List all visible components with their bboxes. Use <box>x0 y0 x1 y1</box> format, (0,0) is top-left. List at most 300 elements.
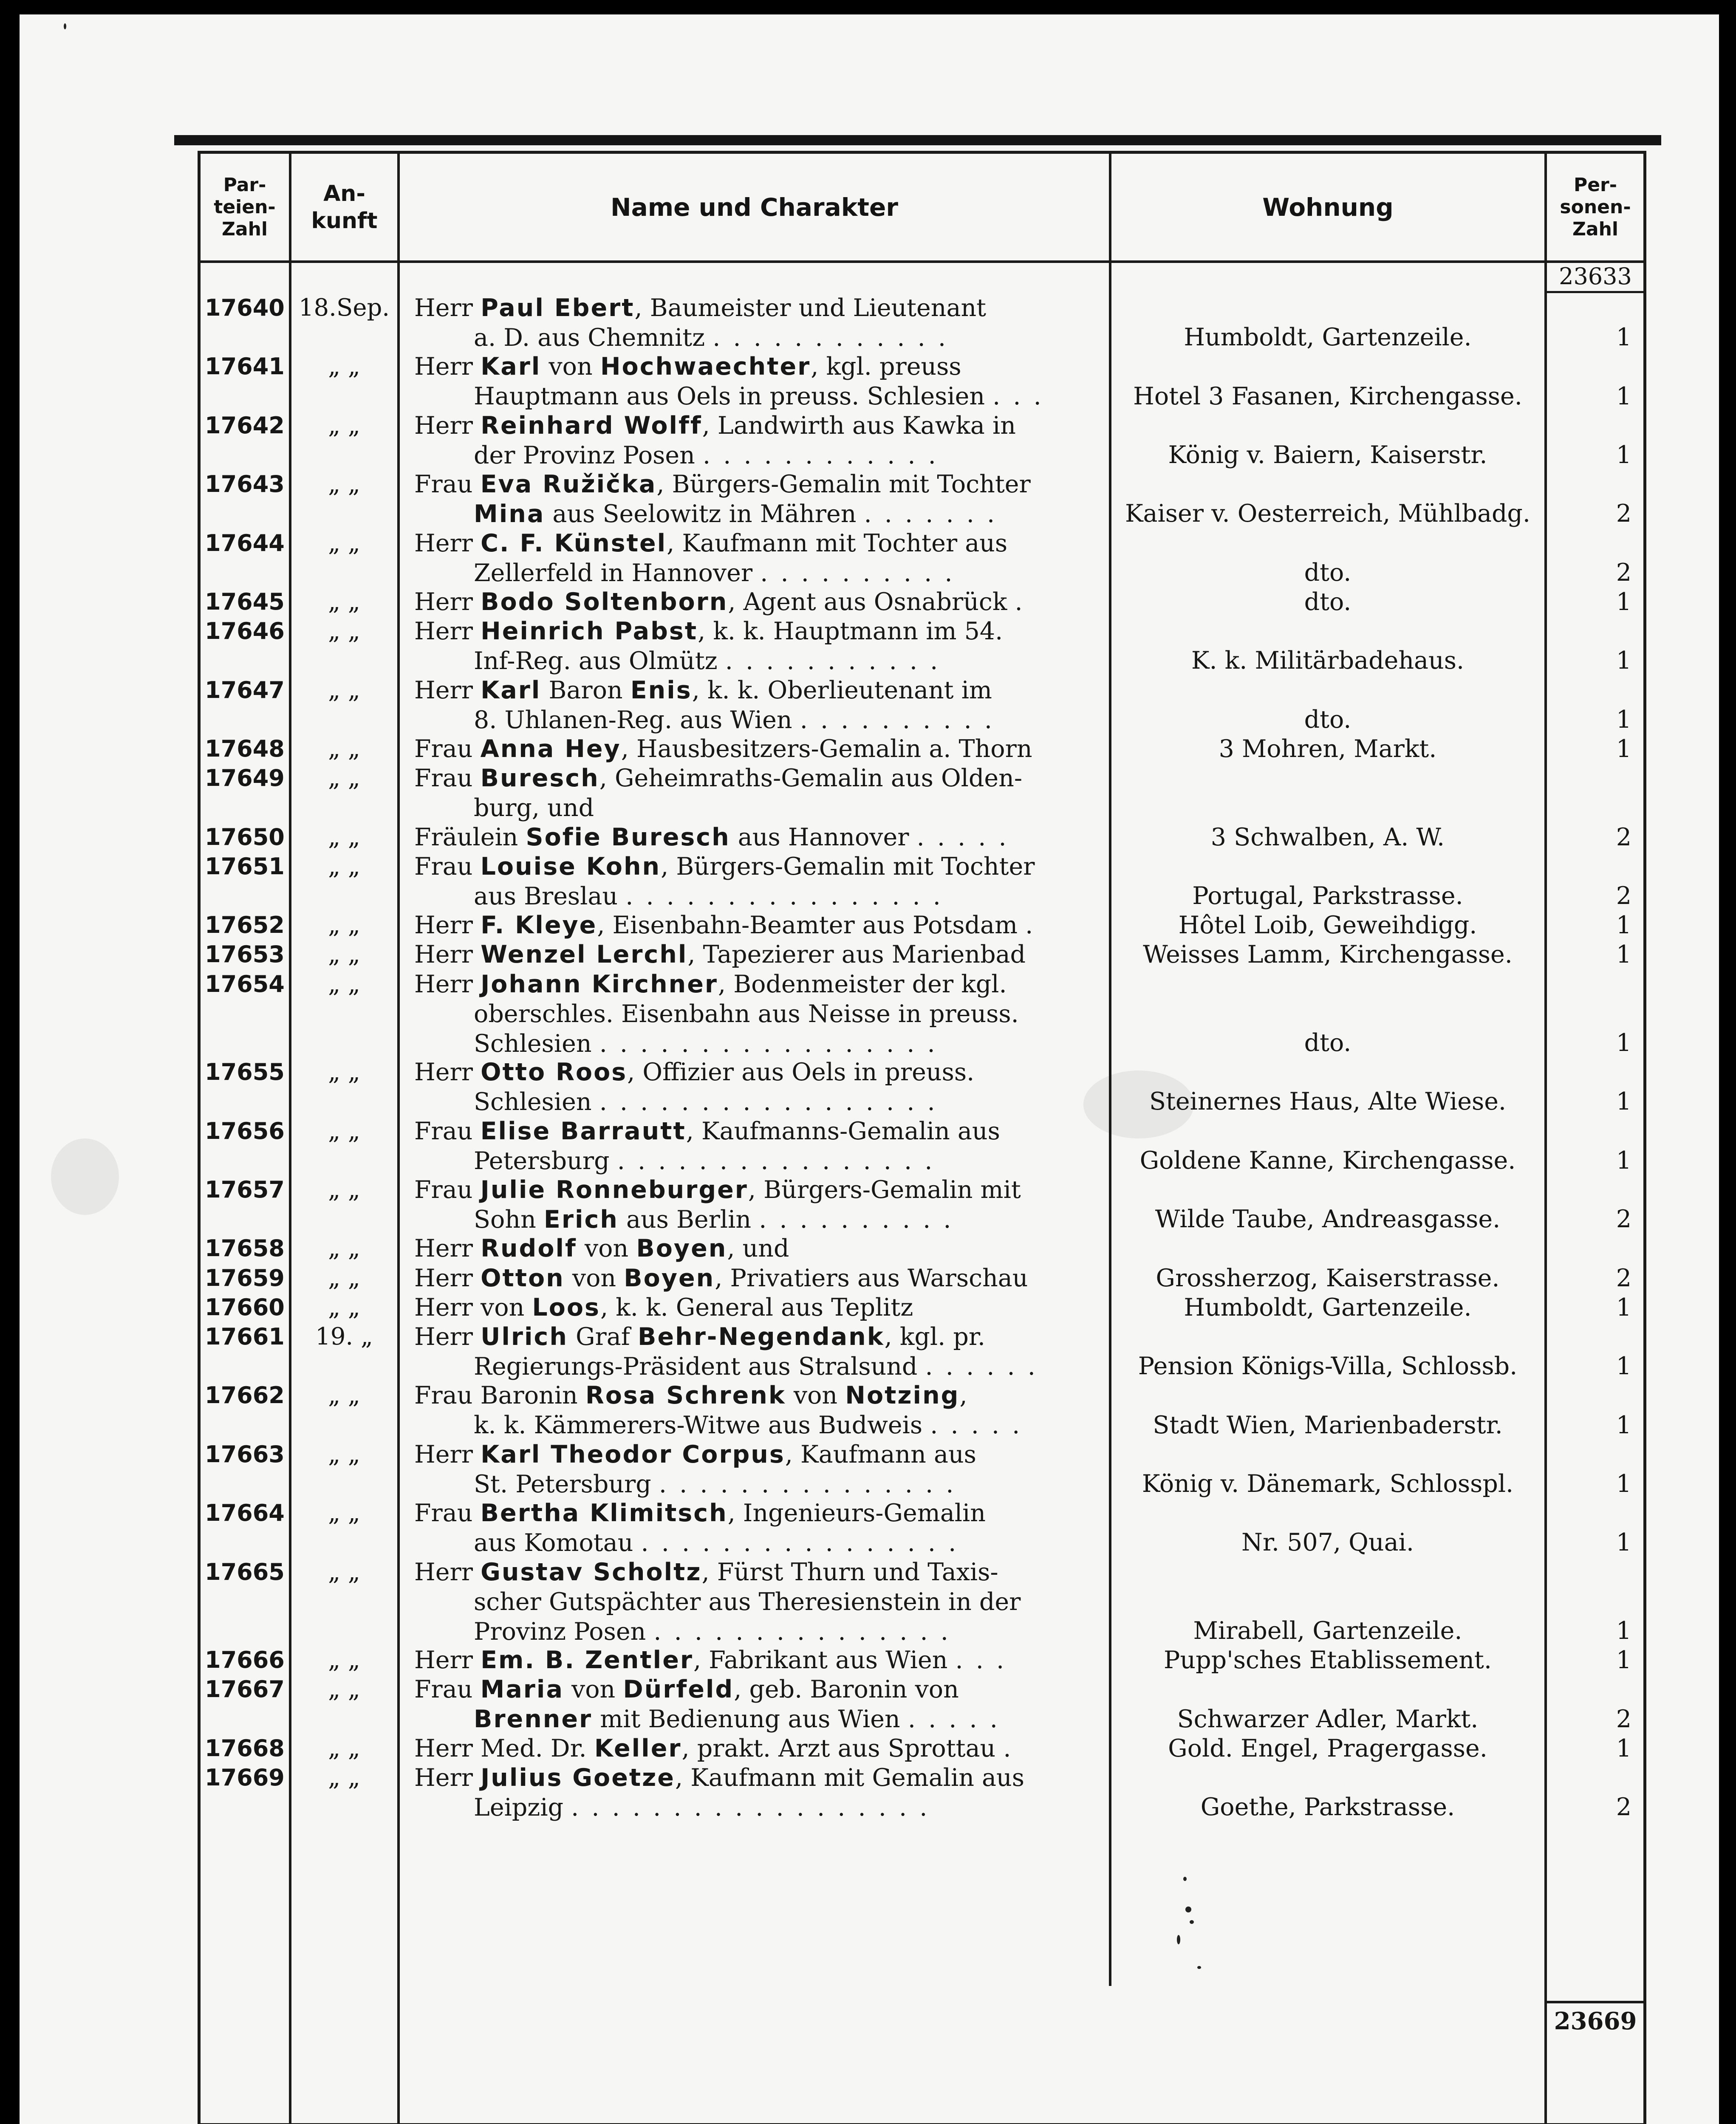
entry-text: burg, und <box>474 794 594 822</box>
guest-name: Anna Hey <box>480 735 621 763</box>
entry-text: von <box>541 353 600 381</box>
arrival-date: „ „ <box>328 1734 360 1762</box>
leader-dots: . . . . . . . . . . . . . . . <box>653 1617 951 1646</box>
table-row <box>0 852 1736 910</box>
leader-dots: . . . . . <box>916 823 1009 851</box>
entry-text: , Bodenmeister der kgl. <box>718 970 1007 998</box>
entry-line <box>414 352 1107 381</box>
arrival-date: „ „ <box>328 676 360 704</box>
name-and-character <box>414 352 1107 411</box>
residence: Mirabell, Gartenzeile. <box>1193 1616 1462 1645</box>
residence: Hôtel Loib, Geweihdigg. <box>1178 911 1477 940</box>
persons-count: 1 <box>1616 1469 1631 1498</box>
entry-text: Herr <box>414 1234 481 1263</box>
guest-name: Elise Barrautt <box>480 1117 686 1145</box>
guest-name: Karl Theodor Corpus <box>481 1440 785 1469</box>
persons-count: 1 <box>1616 647 1631 675</box>
entry-text: , Agent aus Osnabrück <box>728 588 1015 616</box>
entry-text: Herr <box>414 1646 481 1675</box>
entry-text: 8. Uhlanen-Reg. aus Wien <box>474 706 800 734</box>
guest-name: Loos <box>532 1293 600 1322</box>
persons-count: 2 <box>1616 500 1631 528</box>
arrival-date: „ „ <box>328 617 360 645</box>
entry-text: Frau <box>414 1117 481 1145</box>
table-row <box>0 1234 1736 1263</box>
persons-count: 1 <box>1616 1646 1631 1675</box>
table-row <box>0 1440 1736 1498</box>
party-number: 17649 <box>205 765 285 792</box>
name-and-character <box>414 675 1107 735</box>
header-party-number: Par- teien- Zahl <box>214 174 276 240</box>
entry-line <box>414 852 1107 881</box>
entry-line <box>414 1205 1107 1234</box>
arrival-date: „ „ <box>328 1675 360 1703</box>
table-row <box>0 675 1736 734</box>
name-and-character <box>414 1322 1107 1381</box>
table-row <box>0 1675 1736 1733</box>
party-number: 17642 <box>205 412 285 439</box>
arrival-date: „ „ <box>328 1117 360 1145</box>
guest-name: Hochwaechter <box>600 353 811 381</box>
entry-text: , k. k. Hauptmann im 54. <box>698 617 1003 646</box>
table-row <box>0 1322 1736 1381</box>
name-and-character <box>414 852 1107 911</box>
entry-text: Frau <box>414 1675 481 1704</box>
party-number: 17664 <box>205 1500 285 1527</box>
name-and-character <box>414 763 1107 823</box>
party-number: 17663 <box>205 1440 285 1468</box>
guest-name: Otto Roos <box>481 1058 628 1087</box>
table-row <box>0 587 1736 616</box>
name-and-character <box>414 734 1107 764</box>
name-and-character <box>414 469 1107 529</box>
entry-text: , Kaufmann aus <box>785 1440 976 1469</box>
entry-text: Regierungs-Präsident aus Stralsund <box>474 1353 925 1381</box>
persons-count: 1 <box>1616 1616 1631 1645</box>
entry-text: Provinz Posen <box>474 1617 654 1646</box>
entry-line <box>414 1352 1107 1381</box>
arrival-date: „ „ <box>328 1058 360 1086</box>
persons-count: 2 <box>1616 1264 1631 1292</box>
entry-line <box>414 675 1107 705</box>
entry-text: oberschles. Eisenbahn aus Neisse in preuss. <box>474 1000 1019 1028</box>
guest-name: Brenner <box>474 1705 593 1734</box>
residence: Stadt Wien, Marienbaderstr. <box>1153 1411 1503 1439</box>
persons-count: 1 <box>1616 1087 1631 1116</box>
entry-line <box>414 1587 1107 1617</box>
entry-text: Herr Med. Dr. <box>414 1734 594 1762</box>
entry-line <box>414 1263 1107 1293</box>
header-residence: Wohnung <box>1262 193 1394 222</box>
table-row <box>0 1498 1736 1557</box>
entry-line <box>414 411 1107 441</box>
entry-text: , Bürgers-Gemalin mit Tochter <box>661 852 1035 881</box>
guest-name: Em. B. Zentler <box>481 1646 693 1675</box>
entry-text: Schlesien <box>474 1088 599 1116</box>
persons-count: 1 <box>1616 1146 1631 1175</box>
name-and-character <box>414 1498 1107 1558</box>
entry-text: , Kaufmann mit Gemalin aus <box>675 1764 1024 1792</box>
name-and-character <box>414 1263 1107 1293</box>
party-number: 17665 <box>205 1558 285 1585</box>
leader-dots: . . . . . . . . . . . . . . . . <box>617 1147 935 1175</box>
name-and-character <box>414 1116 1107 1176</box>
party-number: 17661 <box>205 1323 285 1350</box>
entry-text: , Offizier aus Oels in preuss. <box>627 1058 975 1087</box>
residence: Humboldt, Gartenzeile. <box>1184 1293 1472 1322</box>
guest-name: Heinrich Pabst <box>481 617 698 646</box>
persons-count: 1 <box>1616 1028 1631 1057</box>
entry-text: Herr <box>414 970 481 998</box>
guest-name: Bodo Soltenborn <box>481 588 728 616</box>
leader-dots: . . . . . . . . . . . . . . . . <box>641 1529 959 1557</box>
table-row <box>0 528 1736 587</box>
guest-name: Johann Kirchner <box>481 970 718 998</box>
guest-name: Mina <box>474 500 545 528</box>
table-row <box>0 1557 1736 1646</box>
entry-text: , Eisenbahn-Beamter aus Potsdam <box>597 911 1026 940</box>
entry-text: , kgl. preuss <box>811 353 961 381</box>
leader-dots: . . . <box>955 1646 1007 1675</box>
table-row <box>0 293 1736 352</box>
entry-text: a. D. aus Chemnitz <box>474 324 713 352</box>
entry-text: Frau <box>414 764 481 793</box>
persons-count: 2 <box>1616 558 1631 587</box>
guest-name: Boyen <box>624 1264 715 1292</box>
persons-count: 1 <box>1616 1411 1631 1439</box>
entry-text: k. k. Kämmerers-Witwe aus Budweis <box>474 1411 930 1440</box>
arrival-date: „ „ <box>328 588 360 616</box>
entry-line <box>414 1057 1107 1087</box>
header-persons: Per- sonen- Zahl <box>1560 174 1631 240</box>
entry-line <box>414 1029 1107 1059</box>
entry-line <box>414 1528 1107 1558</box>
party-number: 17653 <box>205 941 285 968</box>
persons-count: 1 <box>1616 1528 1631 1557</box>
entry-text: Inf-Reg. aus Olmütz <box>474 647 725 675</box>
table-row <box>0 1293 1736 1322</box>
persons-count: 1 <box>1616 1352 1631 1381</box>
entry-line <box>414 793 1107 823</box>
entry-line <box>414 734 1107 764</box>
entry-line <box>414 587 1107 617</box>
leader-dots: . . . . . <box>930 1411 1023 1440</box>
table-row <box>0 940 1736 969</box>
leader-dots: . . . . . . . . . . . . <box>712 324 949 352</box>
arrival-date: „ „ <box>328 941 360 969</box>
guest-name: Enis <box>630 676 692 704</box>
entry-text: Herr <box>414 941 481 969</box>
entry-line <box>414 616 1107 646</box>
residence: Grossherzog, Kaiserstrasse. <box>1156 1264 1500 1292</box>
leader-dots: . . . . . . . . . . . . <box>702 441 939 469</box>
guest-name: Gustav Scholtz <box>481 1558 702 1586</box>
header-arrival: An- kunft <box>311 181 378 234</box>
entry-text: , Bürgers-Gemalin mit Tochter <box>656 470 1031 499</box>
entry-line <box>414 323 1107 353</box>
name-and-character <box>414 1293 1107 1322</box>
entry-text: , k. k. General aus Teplitz <box>600 1293 913 1322</box>
leader-dots: . . . . . . . . . . . . . . . . . . <box>571 1794 930 1822</box>
leader-dots: . . . . . . . . . . . . . . . <box>659 1470 956 1498</box>
entry-line <box>414 558 1107 588</box>
entry-text: , Hausbesitzers-Gemalin a. Thorn <box>621 735 1032 763</box>
party-number: 17648 <box>205 735 285 762</box>
persons-count: 2 <box>1616 1705 1631 1733</box>
leader-dots: . . . . . . . . . . . . . . . . . <box>599 1029 938 1058</box>
entry-line <box>414 763 1107 793</box>
entry-text: Herr <box>414 529 481 557</box>
persons-count: 2 <box>1616 823 1631 851</box>
arrival-date: „ „ <box>328 1176 360 1203</box>
guest-name: Maria <box>480 1675 564 1704</box>
name-and-character <box>414 1175 1107 1234</box>
arrival-date: „ „ <box>328 764 360 792</box>
entry-text: von <box>563 1675 623 1704</box>
entry-line <box>414 1175 1107 1205</box>
residence: dto. <box>1304 705 1351 734</box>
header-rule <box>198 260 1646 263</box>
arrival-date: „ „ <box>328 911 360 939</box>
guest-name: Behr-Negendank <box>638 1323 885 1351</box>
entry-text: Zellerfeld in Hannover <box>474 559 761 587</box>
entry-text: von <box>564 1264 624 1292</box>
arrival-date: „ „ <box>328 1646 360 1674</box>
entry-text: Fräulein <box>414 823 526 851</box>
party-number: 17667 <box>205 1676 285 1703</box>
party-number: 17656 <box>205 1117 285 1144</box>
entry-line <box>414 705 1107 735</box>
guest-name: Julius Goetze <box>481 1764 675 1792</box>
name-and-character <box>414 940 1107 969</box>
residence: dto. <box>1304 558 1351 587</box>
entry-text: der Provinz Posen <box>474 441 703 469</box>
persons-count: 1 <box>1616 911 1631 940</box>
table-row <box>0 1763 1736 1822</box>
leader-dots: . <box>1025 911 1036 940</box>
entry-text: Frau <box>414 470 481 499</box>
entry-text: Frau <box>414 1176 481 1204</box>
entry-text: aus Komotau <box>474 1529 641 1557</box>
entry-text: , kgl. pr. <box>884 1323 985 1351</box>
party-number: 17645 <box>205 588 285 615</box>
name-and-character <box>414 1557 1107 1647</box>
table-row <box>0 352 1736 410</box>
entry-line <box>414 910 1107 940</box>
entry-text: , <box>959 1381 967 1410</box>
header-name-character: Name und Charakter <box>611 193 898 222</box>
entry-line <box>414 646 1107 676</box>
arrival-date: „ „ <box>328 353 360 381</box>
persons-count: 2 <box>1616 1793 1631 1822</box>
name-and-character <box>414 293 1107 353</box>
residence: Pension Königs-Villa, Schlossb. <box>1138 1352 1518 1381</box>
table-row <box>0 1175 1736 1234</box>
party-number: 17657 <box>205 1176 285 1203</box>
entry-line <box>414 499 1107 529</box>
entry-text: Petersburg <box>474 1147 617 1175</box>
entry-text: , Bürgers-Gemalin mit <box>748 1176 1021 1204</box>
entry-text: , und <box>727 1234 789 1263</box>
residence: Humboldt, Gartenzeile. <box>1184 323 1472 352</box>
arrival-date: „ „ <box>328 1293 360 1321</box>
table-row <box>0 411 1736 469</box>
entry-text: aus Seelowitz in Mähren <box>545 500 864 528</box>
name-and-character <box>414 1057 1107 1117</box>
entry-line <box>414 1617 1107 1647</box>
entry-text: aus Hannover <box>730 823 917 851</box>
leader-dots: . . . . . . . . . . <box>800 706 995 734</box>
entry-text: Herr <box>414 617 481 646</box>
entry-text: Herr <box>414 1323 481 1351</box>
guest-name: Bertha Klimitsch <box>480 1499 728 1528</box>
arrival-date: 18.Sep. <box>298 294 390 322</box>
persons-count: 1 <box>1616 588 1631 616</box>
residence: 3 Schwalben, A. W. <box>1210 823 1445 851</box>
leader-dots: . . . . . . . . . . . . . . . . <box>625 882 943 910</box>
table-row <box>0 1116 1736 1175</box>
party-number: 17641 <box>205 353 285 380</box>
entry-line <box>414 1793 1107 1822</box>
party-number: 17658 <box>205 1235 285 1262</box>
name-and-character <box>414 587 1107 617</box>
residence: Wilde Taube, Andreasgasse. <box>1155 1205 1501 1234</box>
leader-dots: . . . . . . <box>925 1353 1038 1381</box>
arrival-date: „ „ <box>328 529 360 557</box>
name-and-character <box>414 528 1107 588</box>
leader-dots: . . . . . <box>908 1705 1000 1734</box>
entry-text: Schlesien <box>474 1029 599 1058</box>
entry-text: Herr <box>414 911 481 940</box>
entry-text: Herr <box>414 676 481 704</box>
leader-dots: . <box>1015 588 1025 616</box>
entry-line <box>414 1087 1107 1117</box>
entry-text: Hauptmann aus Oels in preuss. Schlesien <box>474 382 993 411</box>
name-and-character <box>414 616 1107 676</box>
entry-line <box>414 1734 1107 1763</box>
guest-name: Rosa Schrenk <box>585 1381 786 1410</box>
persons-count: 1 <box>1616 735 1631 763</box>
table-row <box>0 910 1736 940</box>
entry-line <box>414 1704 1107 1734</box>
entry-text: , Fürst Thurn und Taxis- <box>701 1558 998 1586</box>
party-number: 17669 <box>205 1764 285 1791</box>
name-and-character <box>414 1234 1107 1263</box>
guest-name: Eva Ružička <box>480 470 657 499</box>
entry-text: Frau <box>414 852 481 881</box>
table-row <box>0 1645 1736 1675</box>
leader-dots: . . . . . . . <box>864 500 998 528</box>
name-and-character <box>414 411 1107 470</box>
entry-text: mit Bedienung aus Wien <box>592 1705 908 1734</box>
arrival-date: „ „ <box>328 1264 360 1292</box>
table-row <box>0 1263 1736 1293</box>
residence: Goldene Kanne, Kirchengasse. <box>1139 1146 1516 1175</box>
leader-dots: . . . . . . . . . . . . . . . . . <box>599 1088 938 1116</box>
guest-name: Rudolf <box>481 1234 577 1263</box>
carried-total: 23633 <box>1547 263 1644 293</box>
leader-dots: . . . . . . . . . . . <box>725 647 941 675</box>
arrival-date: „ „ <box>328 411 360 439</box>
leader-dots: . . . <box>992 382 1044 411</box>
entry-line <box>414 441 1107 470</box>
party-number: 17650 <box>205 823 285 850</box>
party-number: 17655 <box>205 1059 285 1086</box>
entry-text: Frau <box>414 1499 481 1528</box>
persons-count: 1 <box>1616 382 1631 410</box>
entry-text: aus Breslau <box>474 882 626 910</box>
party-number: 17659 <box>205 1264 285 1291</box>
residence: K. k. Militärbadehaus. <box>1191 647 1465 675</box>
entry-text: , Fabrikant aus Wien <box>693 1646 956 1675</box>
residence: König v. Baiern, Kaiserstr. <box>1168 441 1487 469</box>
entry-line <box>414 293 1107 323</box>
top-rule <box>174 135 1661 145</box>
entry-text: Herr <box>414 1558 481 1586</box>
entry-text: Herr <box>414 1440 481 1469</box>
table-row <box>0 469 1736 528</box>
persons-count: 1 <box>1616 1293 1631 1322</box>
entry-line <box>414 1645 1107 1675</box>
entry-line <box>414 1557 1107 1587</box>
name-and-character <box>414 822 1107 852</box>
residence: Gold. Engel, Pragergasse. <box>1168 1734 1487 1762</box>
name-and-character <box>414 1381 1107 1440</box>
residence: Pupp'sches Etablissement. <box>1164 1646 1492 1675</box>
guest-name: Ulrich <box>481 1323 568 1351</box>
entry-text: , geb. Baronin von <box>734 1675 959 1704</box>
arrival-date: „ „ <box>328 1381 360 1409</box>
party-number: 17643 <box>205 471 285 498</box>
entry-text: Baron <box>541 676 631 704</box>
table-row <box>0 969 1736 1058</box>
leader-dots: . . . . . . . . . . <box>759 1206 954 1234</box>
party-number: 17654 <box>205 970 285 997</box>
guest-name: Keller <box>594 1734 682 1762</box>
entry-text: Frau <box>414 735 481 763</box>
entry-line <box>414 528 1107 558</box>
entry-text: , Ingenieurs-Gemalin <box>727 1499 986 1528</box>
residence: Steinernes Haus, Alte Wiese. <box>1149 1087 1507 1116</box>
name-and-character <box>414 1440 1107 1499</box>
persons-count: 2 <box>1616 881 1631 910</box>
entry-text: Herr <box>414 353 481 381</box>
persons-count: 1 <box>1616 441 1631 469</box>
entry-text: , Landwirth aus Kawka in <box>702 411 1016 440</box>
party-number: 17644 <box>205 529 285 556</box>
table-row <box>0 1381 1736 1439</box>
entry-line <box>414 381 1107 411</box>
name-and-character <box>414 1734 1107 1763</box>
residence: Portugal, Parkstrasse. <box>1192 881 1463 910</box>
entry-text: Herr von <box>414 1293 532 1322</box>
arrival-date: „ „ <box>328 1499 360 1527</box>
residence: Nr. 507, Quai. <box>1241 1528 1414 1557</box>
entry-text: , Geheimraths-Gemalin aus Olden- <box>599 764 1023 793</box>
entry-line <box>414 822 1107 852</box>
entry-line <box>414 1146 1107 1176</box>
residence: Weisses Lamm, Kirchengasse. <box>1143 941 1513 969</box>
arrival-date: „ „ <box>328 1764 360 1791</box>
arrival-date: „ „ <box>328 1234 360 1263</box>
name-and-character <box>414 1675 1107 1734</box>
guest-name: C. F. Künstel <box>481 529 667 557</box>
table-row <box>0 1057 1736 1116</box>
leader-dots: . . . . . . . . . . <box>760 559 955 587</box>
name-and-character <box>414 1763 1107 1822</box>
entry-text: , prakt. Arzt aus Sprottau <box>681 1734 1004 1762</box>
entry-text: von <box>786 1381 845 1410</box>
